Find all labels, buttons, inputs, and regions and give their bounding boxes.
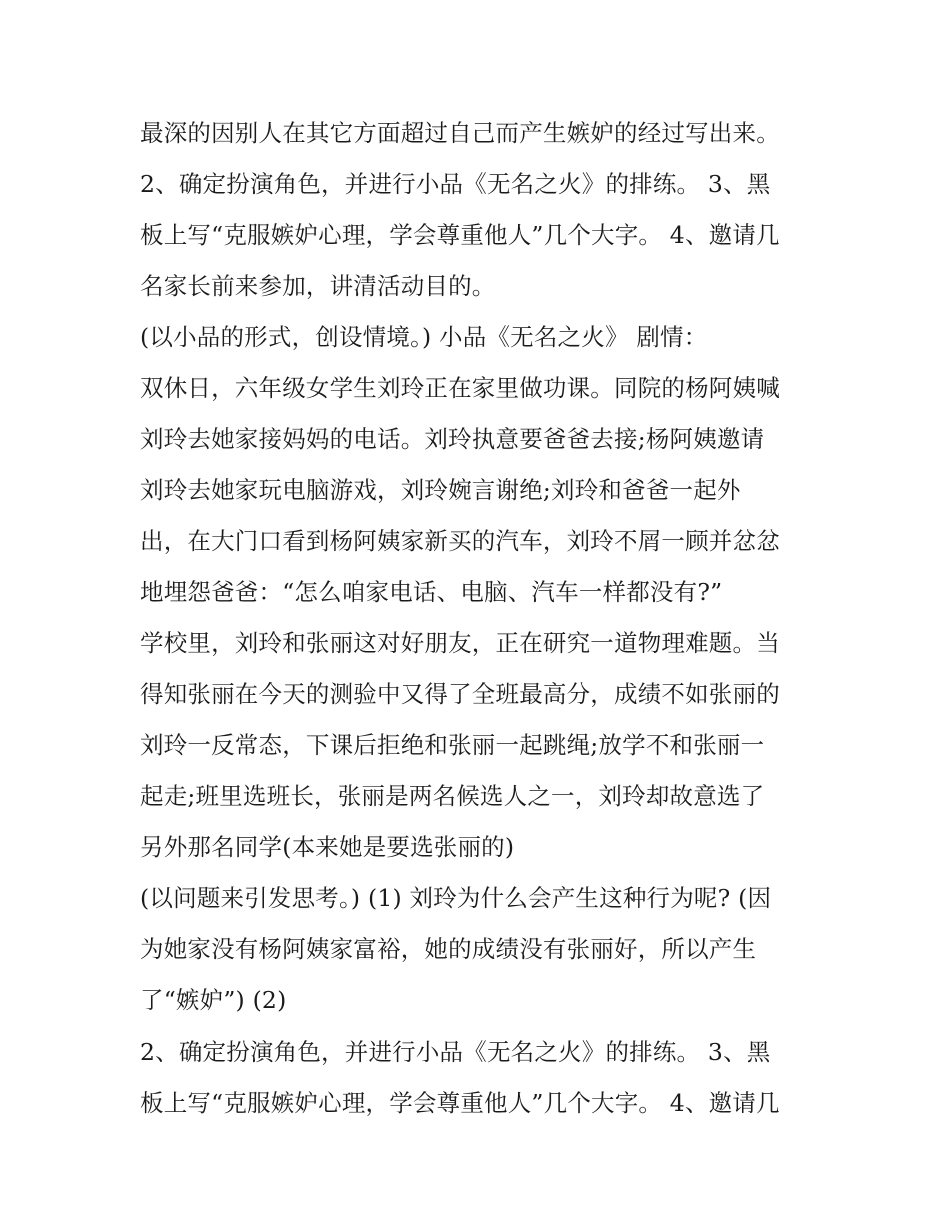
text-line: 地埋怨爸爸：“怎么咱家电话、电脑、汽车一样都没有?” bbox=[140, 578, 723, 606]
text-line: 最深的因别人在其它方面超过自己而产生嫉妒的经过写出来。 bbox=[140, 119, 780, 147]
text-line: 刘玲去她家玩电脑游戏，刘玲婉言谢绝;刘玲和爸爸一起外 bbox=[140, 476, 741, 504]
text-line: 名家长前来参加，讲清活动目的。 bbox=[140, 272, 496, 300]
text-line: 2、确定扮演角色，并进行小品《无名之火》的排练。 3、黑 bbox=[140, 170, 771, 198]
text-line: 学校里，刘玲和张丽这对好朋友，正在研究一道物理难题。当 bbox=[140, 629, 780, 657]
text-line: 出，在大门口看到杨阿姨家新买的汽车，刘玲不屑一顾并忿忿 bbox=[140, 527, 780, 555]
text-line: 起走;班里选班长，张丽是两名候选人之一，刘玲却故意选了 bbox=[140, 782, 765, 810]
text-line: (以问题来引发思考。) (1) 刘玲为什么会产生这种行为呢? (因 bbox=[140, 884, 772, 912]
text-line: 双休日，六年级女学生刘玲正在家里做功课。同院的杨阿姨喊 bbox=[140, 374, 780, 402]
text-line: 刘玲去她家接妈妈的电话。刘玲执意要爸爸去接;杨阿姨邀请 bbox=[140, 425, 765, 453]
text-line: 得知张丽在今天的测验中又得了全班最高分，成绩不如张丽的 bbox=[140, 680, 780, 708]
text-line: 另外那名同学(本来她是要选张丽的) bbox=[140, 833, 515, 861]
text-line: 了“嫉妒”) (2) bbox=[140, 986, 287, 1014]
text-line: 2、确定扮演角色，并进行小品《无名之火》的排练。 3、黑 bbox=[140, 1038, 771, 1066]
document-body bbox=[140, 108, 830, 1129]
text-line: 板上写“克服嫉妒心理，学会尊重他人”几个大字。 4、邀请几 bbox=[140, 221, 780, 249]
text-line: 为她家没有杨阿姨家富裕，她的成绩没有张丽好，所以产生 bbox=[140, 935, 757, 963]
text-line: (以小品的形式，创设情境。) 小品《无名之火》 剧情： bbox=[140, 323, 708, 351]
text-line: 板上写“克服嫉妒心理，学会尊重他人”几个大字。 4、邀请几 bbox=[140, 1089, 780, 1117]
text-line: 刘玲一反常态，下课后拒绝和张丽一起跳绳;放学不和张丽一 bbox=[140, 731, 765, 759]
